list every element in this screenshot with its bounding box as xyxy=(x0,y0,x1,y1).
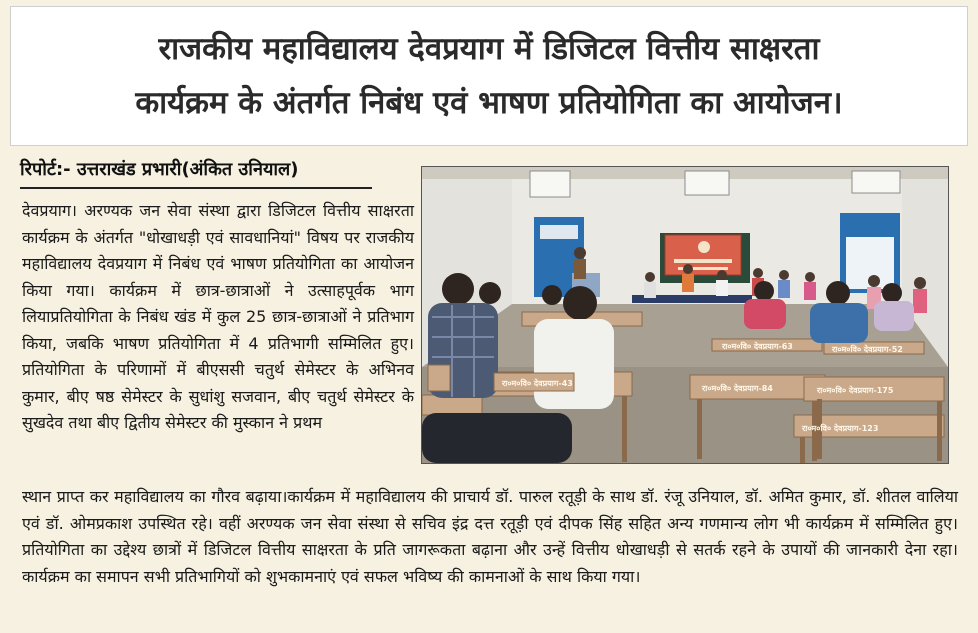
event-photo xyxy=(421,166,949,464)
byline: रिपोर्ट:- उत्तराखंड प्रभारी(अंकित उनियाल) xyxy=(20,159,299,180)
article-column-text: देवप्रयाग। अरण्यक जन सेवा संस्था द्वारा डिजिटल वित्तीय साक्षरता कार्यक्रम के अंतर्गत "धोखाधड़ी एवं सावधानियां" विषय पर राजकीय महाविद्यालय देवप्रयाग में निबंध एवं भाषण प्रतियोगिता का आयोजन किया गया। कार्यक्रम में छात्र-छात्राओं ने उत्साहपूर्वक भाग लियाप्रतियोगिता के निबंध खंड में कुल 25 छात्र-छात्राओं ने प्रतिभाग किया, जबकि भाषण प्रतियोगिता में 4 प्रतिभागी सम्मिलित हुए। प्रतियोगिता के परिणामों में बीएससी चतुर्थ सेमेस्टर के अभिनव कुमार, बीए षष्ठ सेमेस्टर के सुधांशु सजवान, बीए चतुर्थ सेमेस्टर के सुखदेव तथा बीए द्वितीय सेमेस्टर की मुस्कान ने प्रथम xyxy=(22,201,414,432)
desk-label-2: रा०म०वि० देवप्रयाग-84 xyxy=(702,384,773,393)
byline-underline xyxy=(20,187,372,189)
desk-label-6: रा०म०वि० देवप्रयाग-52 xyxy=(832,345,903,354)
desk-label-4: रा०म०वि० देवप्रयाग-175 xyxy=(817,386,894,395)
headline-line-2: कार्यक्रम के अंतर्गत निबंध एवं भाषण प्रतियोगिता का आयोजन। xyxy=(135,85,843,121)
headline-line-1: राजकीय महाविद्यालय देवप्रयाग में डिजिटल वित्तीय साक्षरता xyxy=(158,31,820,67)
article-full-width-text: स्थान प्राप्त कर महाविद्यालय का गौरव बढ़ाया।कार्यक्रम में महाविद्यालय की प्राचार्य डॉ. पारुल रतूड़ी के साथ डॉ. रंजू उनियाल, डॉ. अमित कुमार, डॉ. शीतल वालिया एवं डॉ. ओमप्रकाश उपस्थित रहे। वहीं अरण्यक जन सेवा संस्था से सचिव इंद्र दत्त रतूड़ी एवं दीपक सिंह सहित अन्य गणमान्य लोग भी कार्यक्रम में सम्मिलित हुए।प्रतियोगिता का उद्देश्य छात्रों में डिजिटल वित्तीय साक्षरता के प्रति जागरूकता बढ़ाना और उन्हें वित्तीय धोखाधड़ी से सतर्क रहने के उपायों की जानकारी देना रहा। कार्यक्रम का समापन सभी प्रतिभागियों को शुभकामनाएं एवं सफल भविष्य की कामनाओं के साथ किया गया। xyxy=(22,487,958,586)
headline-box xyxy=(10,6,968,146)
desk-label-3: रा०म०वि० देवप्रयाग-123 xyxy=(802,424,879,433)
classroom-photo-illustration xyxy=(422,167,948,463)
desk-label-5: रा०म०वि० देवप्रयाग-63 xyxy=(722,342,793,351)
desk-label-1: रा०म०वि० देवप्रयाग-43 xyxy=(502,379,573,388)
